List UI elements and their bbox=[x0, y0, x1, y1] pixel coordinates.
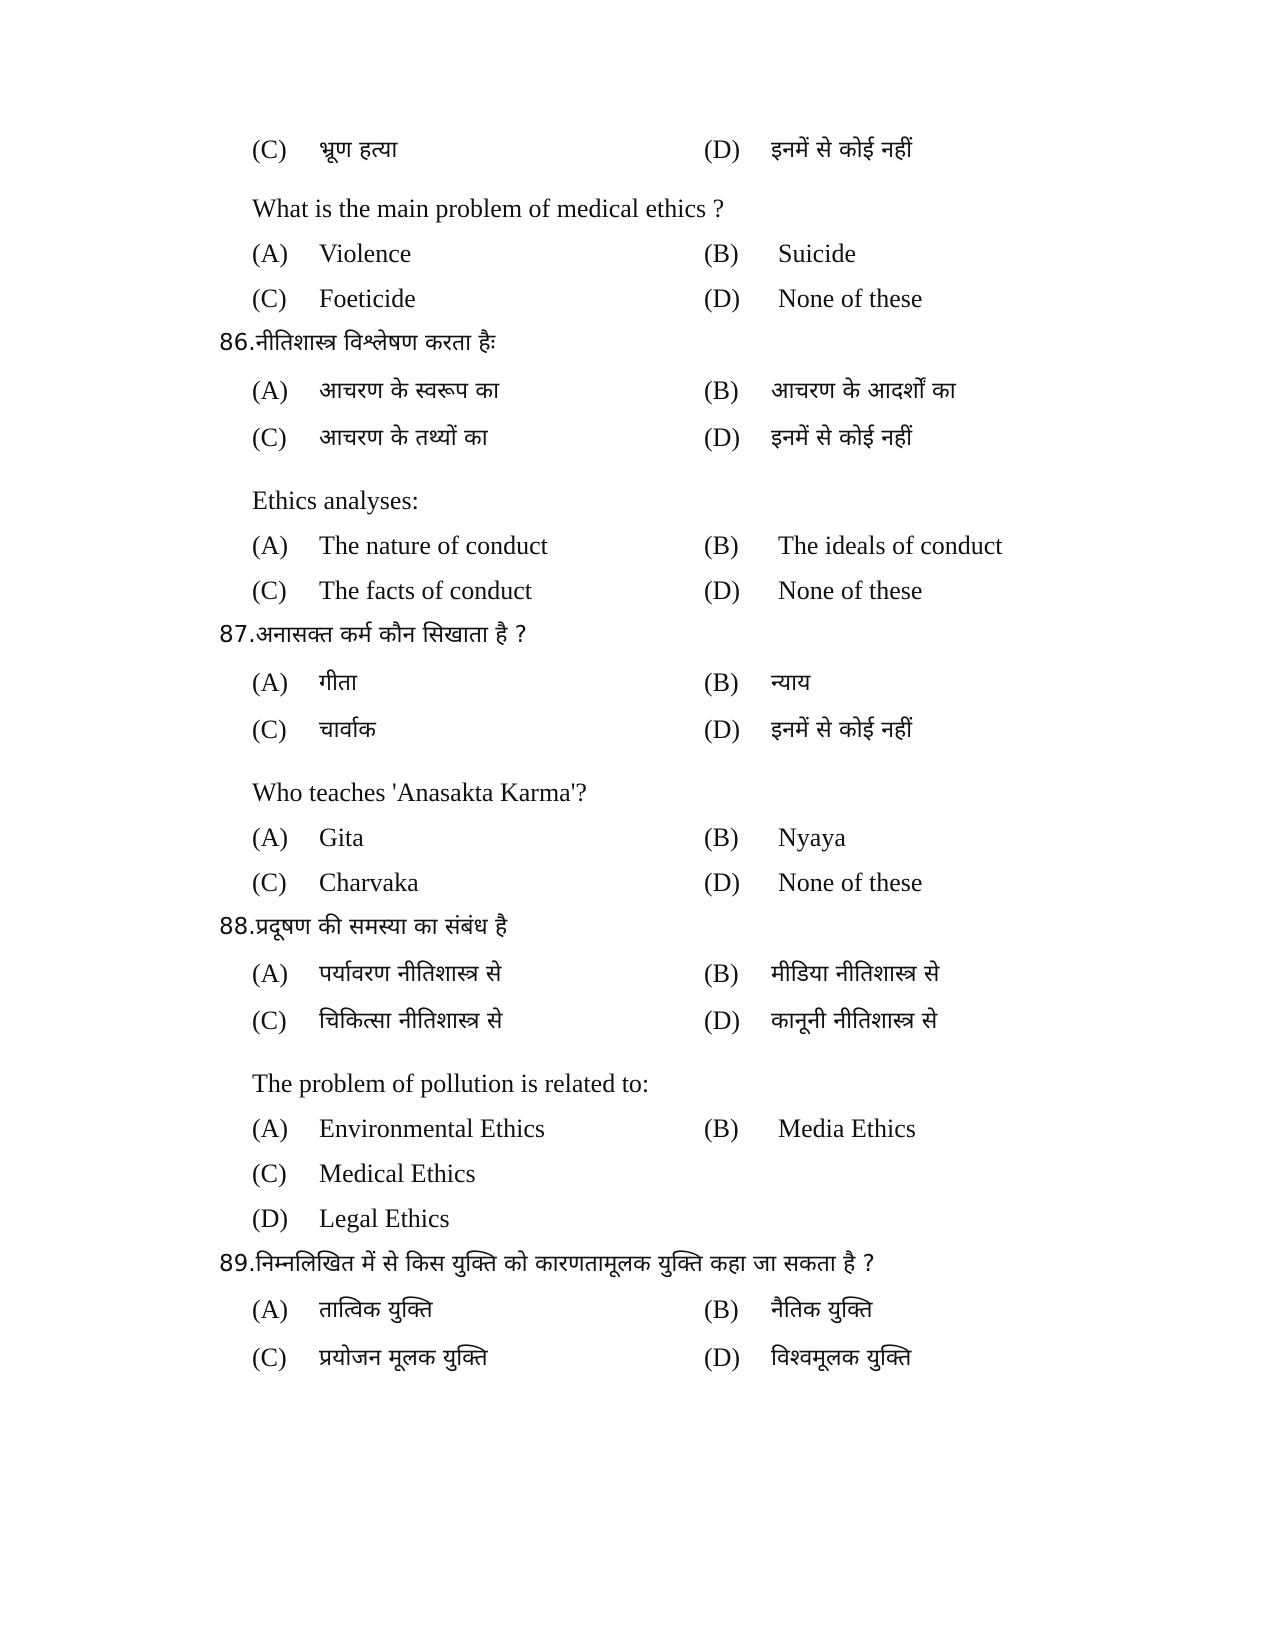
option-text: Medical Ethics bbox=[319, 1159, 476, 1188]
option-label: (B) bbox=[704, 959, 739, 988]
option-text: Charvaka bbox=[319, 868, 419, 897]
option-text: इनमें से कोई नहीं bbox=[771, 717, 913, 743]
question-line bbox=[0, 189, 1275, 229]
option-text: कानूनी नीतिशास्त्र से bbox=[771, 1008, 938, 1034]
question-text-hindi: 86.नीतिशास्त्र विश्लेषण करता हैः bbox=[219, 330, 496, 356]
option-text: Foeticide bbox=[319, 284, 416, 313]
option-label: (D) bbox=[704, 423, 741, 452]
option-label: (B) bbox=[704, 531, 739, 560]
question-line bbox=[0, 773, 1275, 813]
option-text: तात्विक युक्ति bbox=[319, 1297, 433, 1323]
option-label: (D) bbox=[704, 1343, 741, 1372]
option-text: None of these bbox=[778, 576, 923, 605]
option-label: (C) bbox=[252, 715, 287, 744]
option-text: आचरण के आदर्शों का bbox=[771, 378, 956, 404]
option-label: (A) bbox=[252, 239, 289, 268]
option-text: The nature of conduct bbox=[319, 531, 548, 560]
option-text: Legal Ethics bbox=[319, 1204, 450, 1233]
option-text: Media Ethics bbox=[778, 1114, 916, 1143]
option-text: Violence bbox=[319, 239, 412, 268]
option-row bbox=[0, 130, 1275, 170]
option-label: (B) bbox=[704, 823, 739, 852]
option-label: (A) bbox=[252, 531, 289, 560]
question-text-english: Who teaches 'Anasakta Karma'? bbox=[252, 778, 587, 807]
option-row bbox=[0, 526, 1275, 566]
option-label: (C) bbox=[252, 1006, 287, 1035]
option-label: (C) bbox=[252, 868, 287, 897]
option-label: (D) bbox=[252, 1204, 289, 1233]
option-row bbox=[0, 663, 1275, 703]
option-label: (C) bbox=[252, 423, 287, 452]
option-text: None of these bbox=[778, 868, 923, 897]
option-label: (A) bbox=[252, 376, 289, 405]
option-row bbox=[0, 954, 1275, 994]
option-label: (D) bbox=[704, 284, 741, 313]
question-line bbox=[0, 481, 1275, 521]
option-label: (A) bbox=[252, 959, 289, 988]
option-label: (A) bbox=[252, 823, 289, 852]
option-text: न्याय bbox=[771, 670, 811, 696]
option-label: (B) bbox=[704, 1114, 739, 1143]
option-row bbox=[0, 1154, 1275, 1194]
option-row bbox=[0, 1001, 1275, 1041]
option-text: विश्वमूलक युक्ति bbox=[771, 1345, 912, 1371]
option-text: मीडिया नीतिशास्त्र से bbox=[771, 961, 940, 987]
option-row bbox=[0, 710, 1275, 750]
option-row bbox=[0, 1290, 1275, 1330]
question-text-hindi: 89.निम्नलिखित में से किस युक्ति को कारणतामूलक युक्ति कहा जा सकता है ? bbox=[219, 1251, 875, 1277]
question-text-english: The problem of pollution is related to: bbox=[252, 1069, 650, 1098]
option-text: गीता bbox=[319, 670, 357, 696]
option-label: (D) bbox=[704, 1006, 741, 1035]
option-label: (A) bbox=[252, 1114, 289, 1143]
option-label: (C) bbox=[252, 135, 287, 164]
option-text: The ideals of conduct bbox=[778, 531, 1003, 560]
option-text: प्रयोजन मूलक युक्ति bbox=[319, 1345, 488, 1371]
option-text: पर्यावरण नीतिशास्त्र से bbox=[319, 961, 502, 987]
option-text: Nyaya bbox=[778, 823, 846, 852]
option-row bbox=[0, 234, 1275, 274]
option-label: (C) bbox=[252, 284, 287, 313]
option-row bbox=[0, 818, 1275, 858]
option-label: (D) bbox=[704, 868, 741, 897]
option-text: नैतिक युक्ति bbox=[771, 1297, 873, 1323]
option-text: भ्रूण हत्या bbox=[319, 137, 398, 163]
option-text: आचरण के स्वरूप का bbox=[319, 378, 500, 404]
option-row bbox=[0, 571, 1275, 611]
option-text: The facts of conduct bbox=[319, 576, 532, 605]
option-text: चिकित्सा नीतिशास्त्र से bbox=[319, 1008, 503, 1034]
option-label: (D) bbox=[704, 135, 741, 164]
question-line bbox=[0, 907, 1275, 947]
question-line bbox=[0, 323, 1275, 363]
option-text: इनमें से कोई नहीं bbox=[771, 137, 913, 163]
option-row bbox=[0, 371, 1275, 411]
option-row bbox=[0, 863, 1275, 903]
option-text: Suicide bbox=[778, 239, 856, 268]
option-label: (D) bbox=[704, 576, 741, 605]
option-text: None of these bbox=[778, 284, 923, 313]
option-text: Environmental Ethics bbox=[319, 1114, 546, 1143]
option-label: (B) bbox=[704, 376, 739, 405]
question-text-english: What is the main problem of medical ethics ? bbox=[252, 194, 725, 223]
option-label: (C) bbox=[252, 1343, 287, 1372]
option-label: (B) bbox=[704, 668, 739, 697]
question-text-hindi: 87.अनासक्त कर्म कौन सिखाता है ? bbox=[219, 622, 527, 648]
option-text: Gita bbox=[319, 823, 364, 852]
option-label: (A) bbox=[252, 1295, 289, 1324]
question-text-english: Ethics analyses: bbox=[252, 486, 419, 515]
option-row bbox=[0, 279, 1275, 319]
option-label: (B) bbox=[704, 239, 739, 268]
option-label: (C) bbox=[252, 1159, 287, 1188]
option-row bbox=[0, 1199, 1275, 1239]
option-row bbox=[0, 1109, 1275, 1149]
option-text: इनमें से कोई नहीं bbox=[771, 425, 913, 451]
option-text: चार्वाक bbox=[319, 717, 376, 743]
option-row bbox=[0, 1338, 1275, 1378]
question-line bbox=[0, 1064, 1275, 1104]
option-label: (C) bbox=[252, 576, 287, 605]
option-row bbox=[0, 418, 1275, 458]
option-label: (A) bbox=[252, 668, 289, 697]
option-text: आचरण के तथ्यों का bbox=[319, 425, 488, 451]
option-label: (B) bbox=[704, 1295, 739, 1324]
question-line bbox=[0, 1244, 1275, 1284]
option-label: (D) bbox=[704, 715, 741, 744]
question-text-hindi: 88.प्रदूषण की समस्या का संबंध है bbox=[219, 914, 508, 940]
question-line bbox=[0, 615, 1275, 655]
